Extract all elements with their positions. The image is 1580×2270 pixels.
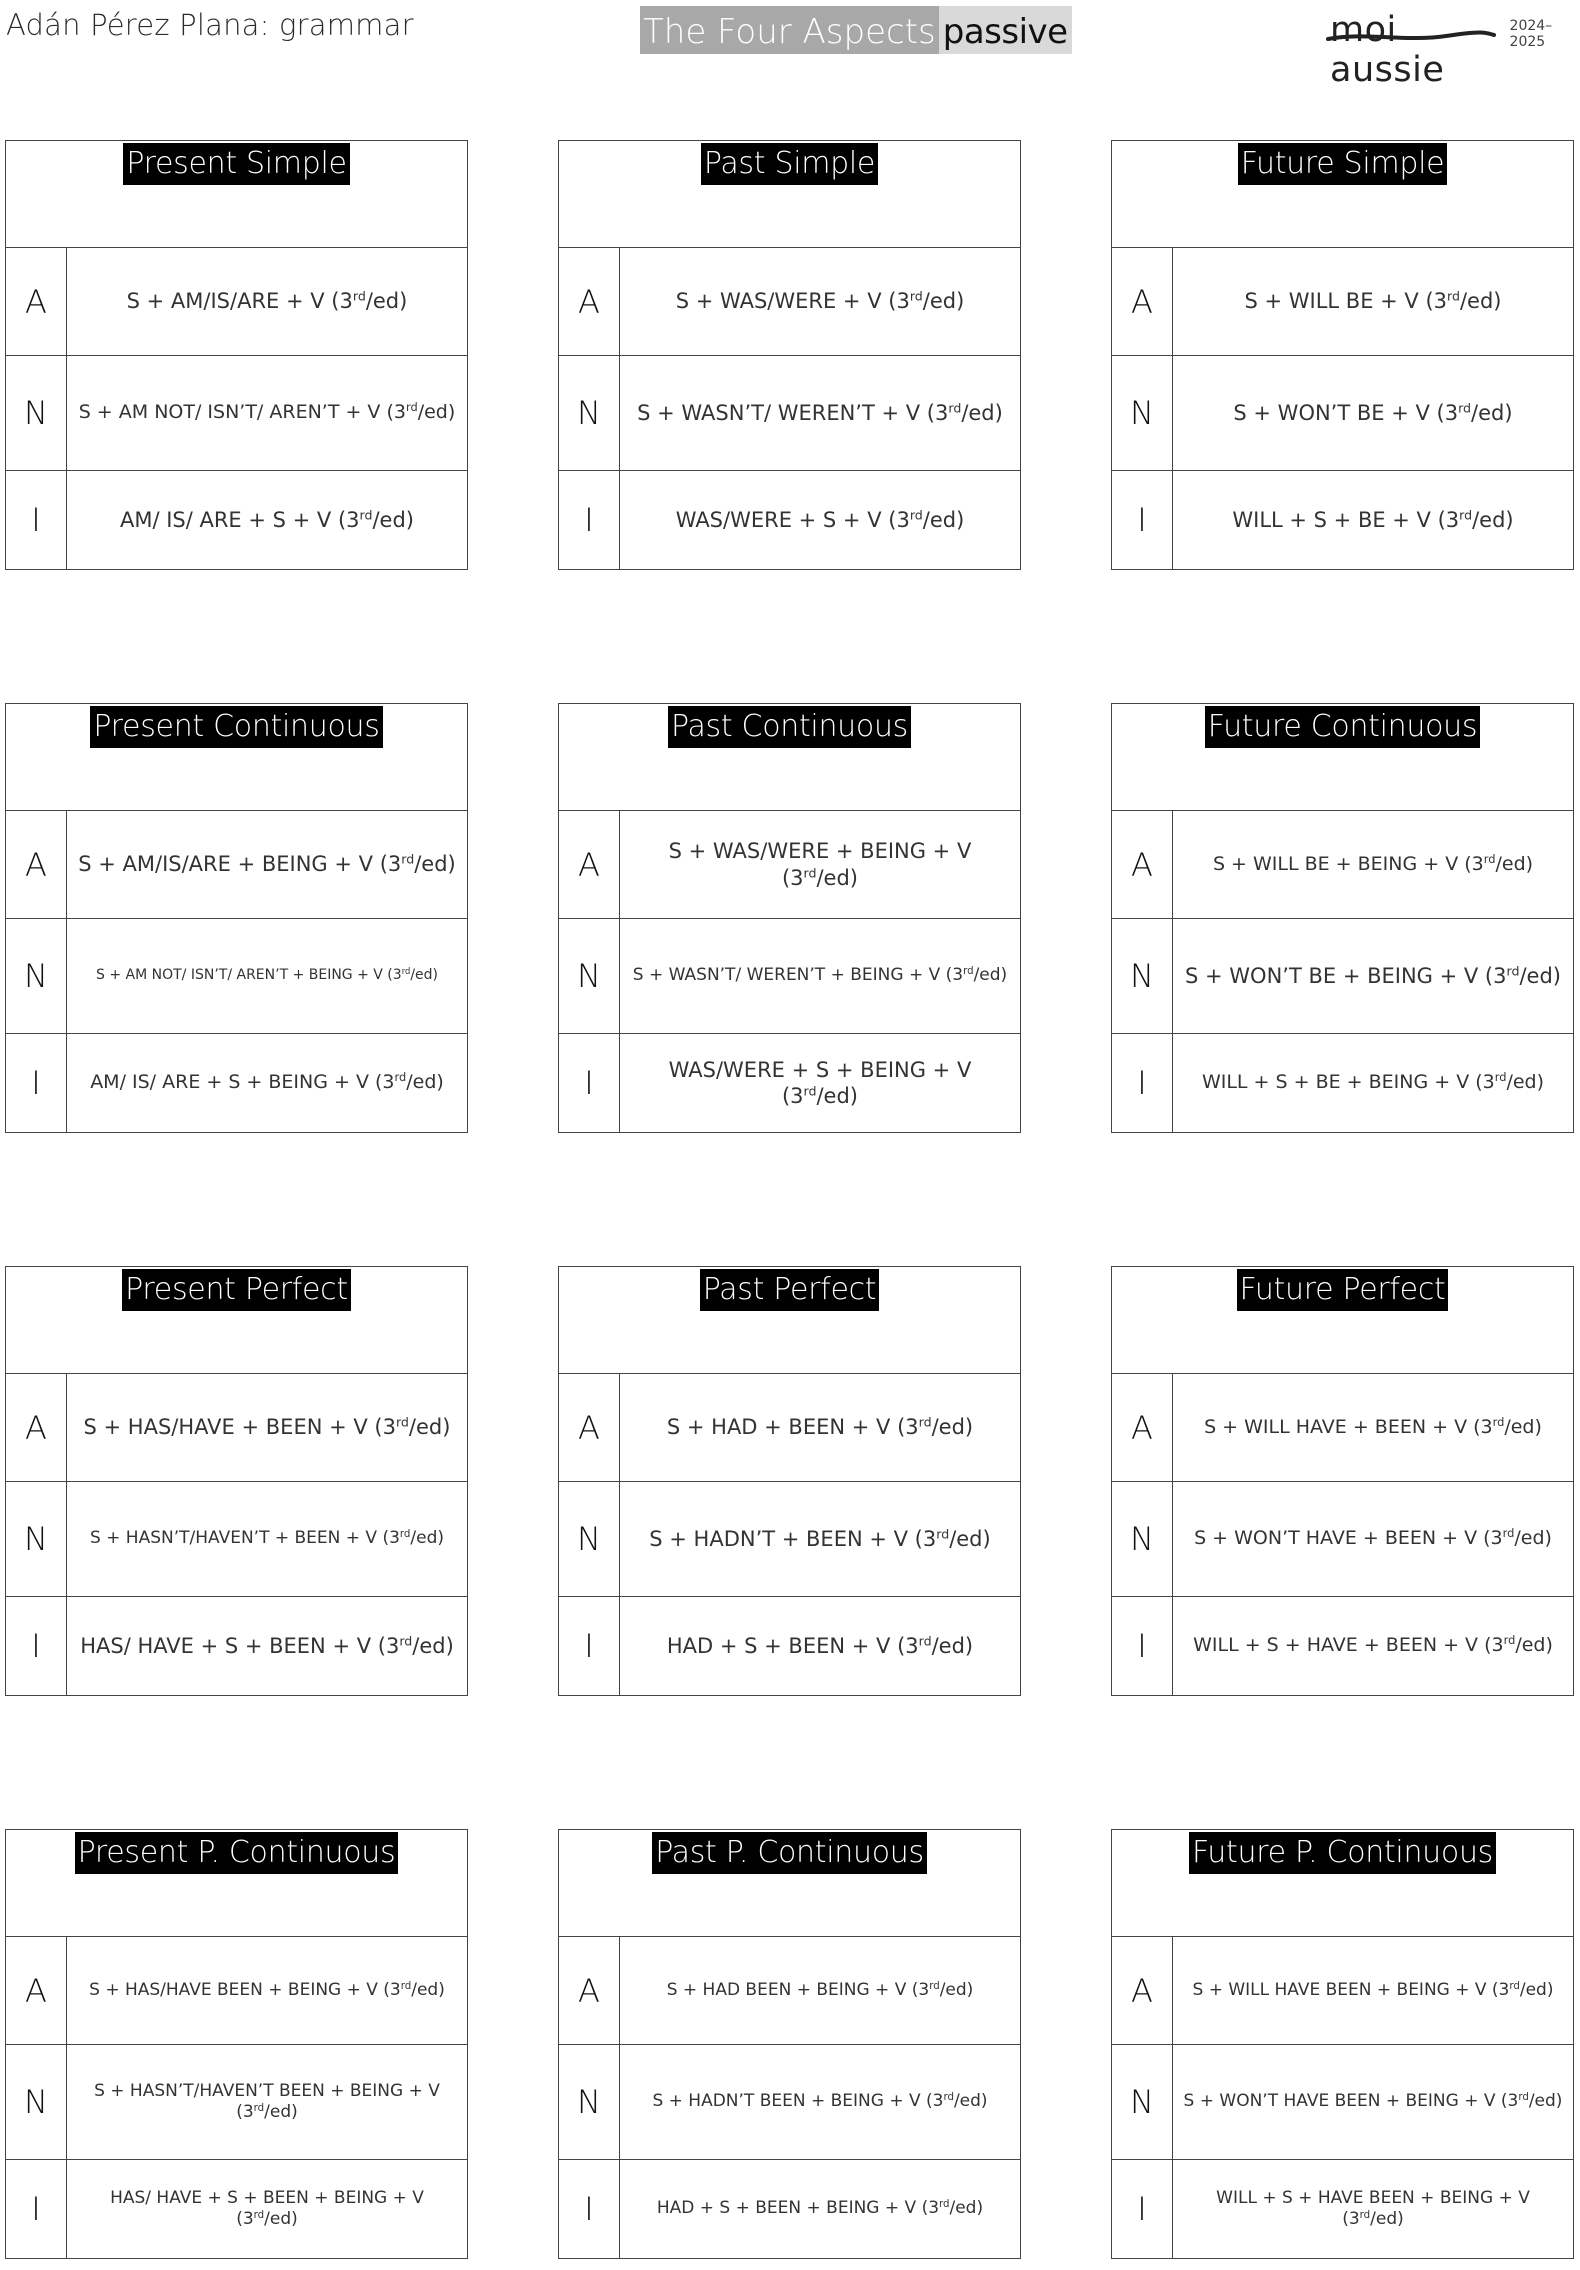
ordinal-superscript: rd: [909, 288, 923, 304]
formula-text: HAD + S + BEEN + BEING + V (3rd/ed): [656, 2198, 984, 2219]
ordinal-superscript: rd: [918, 1633, 932, 1649]
row-letter: N: [6, 356, 67, 470]
tense-title: Future Perfect: [1237, 1269, 1449, 1311]
formula-text: WILL + S + HAVE BEEN + BEING + V (3rd/ed): [1216, 2187, 1530, 2229]
ordinal-superscript: rd: [909, 507, 923, 523]
ordinal-superscript: rd: [395, 1414, 409, 1430]
tense-card-past-perfect: [558, 1266, 1021, 1696]
formula-row: [1112, 2160, 1573, 2258]
formula-text: S + WAS/WERE + BEING + V (3rd/ed): [668, 839, 972, 890]
formula-row: [1112, 919, 1573, 1034]
formula-row: [1112, 1034, 1573, 1132]
row-letter: A: [559, 248, 620, 355]
formula-text: WILL + S + BE + V (3rd/ed): [1232, 507, 1514, 532]
formula-text: S + HAD + BEEN + V (3rd/ed): [666, 1414, 974, 1440]
row-letter: N: [559, 2045, 620, 2159]
formula-text: S + WASN’T/ WEREN’T + BEING + V (3rd/ed): [632, 965, 1008, 986]
row-letter: N: [6, 2045, 67, 2159]
formula-row: [559, 471, 1020, 569]
formula-text: S + WAS/WERE + V (3rd/ed): [675, 288, 965, 314]
formula-row: [559, 1482, 1020, 1597]
formula-text: S + HASN’T/HAVEN’T BEEN + BEING + V (3rd/ed): [94, 2080, 440, 2122]
formula-row: [559, 248, 1020, 356]
row-letter: N: [1112, 2045, 1173, 2159]
tense-card-past-p-continuous: [558, 1829, 1021, 2259]
ordinal-superscript: rd: [359, 507, 373, 523]
row-letter: N: [6, 1482, 67, 1596]
row-letter: A: [1112, 1374, 1173, 1481]
academic-years: 2024–2025: [1509, 18, 1553, 50]
row-letter: A: [6, 1937, 67, 2044]
formula-text: HAD + S + BEEN + V (3rd/ed): [666, 1633, 974, 1658]
row-letter: A: [1112, 811, 1173, 918]
ordinal-superscript: rd: [803, 864, 817, 880]
formula-row: [1112, 471, 1573, 569]
formula-row: [6, 1034, 467, 1132]
card-header: [559, 1830, 1020, 1937]
formula-row: [6, 356, 467, 471]
ordinal-superscript: rd: [253, 2209, 265, 2221]
formula-text: S + WON’T HAVE BEEN + BEING + V (3rd/ed): [1183, 2091, 1563, 2112]
ordinal-superscript: rd: [948, 400, 962, 416]
formula-text: AM/ IS/ ARE + S + V (3rd/ed): [119, 507, 415, 532]
brand-logo: [1330, 10, 1580, 90]
ordinal-superscript: rd: [963, 966, 974, 978]
card-header: [6, 1267, 467, 1374]
ordinal-superscript: rd: [929, 1980, 940, 1992]
formula-row: [1112, 2045, 1573, 2160]
formula-row: [559, 919, 1020, 1034]
ordinal-superscript: rd: [939, 2199, 950, 2211]
row-letter: N: [6, 919, 67, 1033]
formula-row: [559, 811, 1020, 919]
row-letter: N: [559, 919, 620, 1033]
row-letter: I: [6, 2160, 67, 2258]
tense-title: Past P. Continuous: [652, 1832, 927, 1874]
row-letter: I: [559, 471, 620, 569]
tense-title: Past Simple: [701, 143, 878, 185]
formula-text: S + WILL HAVE + BEEN + V (3rd/ed): [1204, 1414, 1542, 1438]
formula-text: S + HADN’T BEEN + BEING + V (3rd/ed): [652, 2091, 988, 2112]
ordinal-superscript: rd: [401, 851, 415, 867]
formula-text: S + HASN’T/HAVEN’T + BEEN + V (3rd/ed): [89, 1528, 445, 1549]
formula-row: [1112, 1597, 1573, 1695]
ordinal-superscript: rd: [1492, 1414, 1505, 1429]
tense-card-future-p-continuous: [1111, 1829, 1574, 2259]
formula-row: [559, 1374, 1020, 1482]
formula-row: [1112, 248, 1573, 356]
formula-row: [6, 471, 467, 569]
tense-card-present-perfect: [5, 1266, 468, 1696]
card-header: [559, 141, 1020, 248]
brush-stroke-icon: [1326, 30, 1496, 44]
tense-title: Present Continuous: [90, 706, 382, 748]
card-header: [1112, 1267, 1573, 1374]
row-letter: N: [559, 1482, 620, 1596]
formula-row: [6, 2160, 467, 2258]
row-letter: I: [1112, 1597, 1173, 1695]
formula-text: WILL + S + BE + BEING + V (3rd/ed): [1201, 1070, 1545, 1094]
formula-row: [6, 811, 467, 919]
ordinal-superscript: rd: [1458, 400, 1472, 416]
ordinal-superscript: rd: [253, 2102, 265, 2114]
tense-card-past-continuous: [558, 703, 1021, 1133]
ordinal-superscript: rd: [1459, 507, 1473, 523]
row-letter: I: [1112, 2160, 1173, 2258]
formula-text: S + HAS/HAVE + BEEN + V (3rd/ed): [83, 1414, 451, 1440]
formula-text: WILL + S + HAVE + BEEN + V (3rd/ed): [1193, 1633, 1553, 1657]
card-header: [559, 704, 1020, 811]
ordinal-superscript: rd: [1447, 288, 1460, 304]
card-header: [1112, 704, 1573, 811]
formula-text: WAS/WERE + S + BEING + V (3rd/ed): [668, 1057, 972, 1108]
formula-row: [6, 919, 467, 1034]
ordinal-superscript: rd: [405, 400, 418, 415]
card-header: [6, 704, 467, 811]
ordinal-superscript: rd: [352, 288, 366, 304]
tense-title: Future Simple: [1238, 143, 1448, 185]
ordinal-superscript: rd: [936, 1526, 950, 1542]
formula-text: S + WILL BE + V (3rd/ed): [1244, 288, 1502, 314]
row-letter: N: [1112, 919, 1173, 1033]
card-header: [1112, 1830, 1573, 1937]
ordinal-superscript: rd: [1359, 2209, 1371, 2221]
ordinal-superscript: rd: [394, 1070, 407, 1085]
tense-title: Future Continuous: [1205, 706, 1480, 748]
formula-text: S + WASN’T/ WEREN’T + V (3rd/ed): [637, 400, 1003, 425]
ordinal-superscript: rd: [918, 1414, 932, 1430]
formula-text: S + WILL HAVE BEEN + BEING + V (3rd/ed): [1192, 1979, 1554, 2000]
formula-row: [6, 1937, 467, 2045]
formula-text: S + WON’T BE + V (3rd/ed): [1233, 400, 1513, 425]
row-letter: I: [559, 2160, 620, 2258]
title-voice: passive: [939, 6, 1072, 54]
row-letter: I: [559, 1034, 620, 1132]
ordinal-superscript: rd: [1502, 1526, 1515, 1541]
formula-text: S + WON’T HAVE + BEEN + V (3rd/ed): [1194, 1526, 1552, 1550]
row-letter: I: [6, 1597, 67, 1695]
ordinal-superscript: rd: [1518, 2092, 1529, 2104]
tense-title: Past Perfect: [700, 1269, 880, 1311]
formula-text: S + AM/IS/ARE + BEING + V (3rd/ed): [78, 851, 456, 877]
ordinal-superscript: rd: [1494, 1070, 1507, 1085]
document-title: [640, 6, 1072, 54]
formula-row: [1112, 1374, 1573, 1482]
formula-row: [559, 1597, 1020, 1695]
formula-row: [559, 356, 1020, 471]
card-header: [1112, 141, 1573, 248]
row-letter: N: [1112, 1482, 1173, 1596]
ordinal-superscript: rd: [399, 1633, 413, 1649]
tense-card-present-simple: [5, 140, 468, 570]
author-name: Adán Pérez Plana: grammar: [6, 8, 414, 42]
row-letter: A: [1112, 248, 1173, 355]
formula-text: HAS/ HAVE + S + BEEN + V (3rd/ed): [80, 1633, 454, 1658]
row-letter: I: [1112, 1034, 1173, 1132]
card-header: [559, 1267, 1020, 1374]
card-header: [6, 1830, 467, 1937]
formula-text: HAS/ HAVE + S + BEEN + BEING + V (3rd/ed): [110, 2187, 424, 2229]
brand-name: moi aussie: [1330, 10, 1504, 90]
ordinal-superscript: rd: [399, 1529, 411, 1541]
tense-card-past-simple: [558, 140, 1021, 570]
formula-row: [1112, 356, 1573, 471]
ordinal-superscript: rd: [803, 1083, 817, 1099]
ordinal-superscript: rd: [1509, 1980, 1520, 1992]
formula-row: [6, 1597, 467, 1695]
tense-card-present-p-continuous: [5, 1829, 468, 2259]
title-aspects: The Four Aspects: [640, 6, 939, 54]
card-header: [6, 141, 467, 248]
row-letter: A: [559, 1374, 620, 1481]
formula-text: S + WILL BE + BEING + V (3rd/ed): [1212, 851, 1534, 875]
tense-title: Present Simple: [123, 143, 349, 185]
formula-row: [559, 1937, 1020, 2045]
row-letter: A: [6, 1374, 67, 1481]
formula-text: S + AM NOT/ ISN’T/ AREN’T + V (3rd/ed): [78, 400, 456, 424]
formula-text: S + WON’T BE + BEING + V (3rd/ed): [1185, 963, 1561, 988]
row-letter: I: [6, 471, 67, 569]
formula-row: [559, 1034, 1020, 1132]
formula-row: [559, 2045, 1020, 2160]
ordinal-superscript: rd: [401, 966, 411, 977]
formula-row: [6, 248, 467, 356]
formula-text: S + HADN’T + BEEN + V (3rd/ed): [649, 1526, 991, 1551]
formula-row: [1112, 1937, 1573, 2045]
row-letter: N: [1112, 356, 1173, 470]
ordinal-superscript: rd: [943, 2092, 954, 2104]
ordinal-superscript: rd: [400, 1980, 412, 1992]
tense-title: Future P. Continuous: [1189, 1832, 1496, 1874]
formula-text: S + HAD BEEN + BEING + V (3rd/ed): [666, 1979, 974, 2000]
formula-text: S + AM NOT/ ISN’T/ AREN’T + BEING + V (3rd/ed): [96, 966, 438, 984]
row-letter: I: [6, 1034, 67, 1132]
row-letter: A: [1112, 1937, 1173, 2044]
ordinal-superscript: rd: [1503, 1633, 1516, 1648]
tense-card-future-perfect: [1111, 1266, 1574, 1696]
ordinal-superscript: rd: [1483, 851, 1496, 866]
row-letter: A: [6, 248, 67, 355]
tense-title: Past Continuous: [668, 706, 911, 748]
row-letter: A: [6, 811, 67, 918]
row-letter: A: [559, 1937, 620, 2044]
tense-card-future-simple: [1111, 140, 1574, 570]
tense-title: Present Perfect: [122, 1269, 351, 1311]
row-letter: A: [559, 811, 620, 918]
formula-row: [559, 2160, 1020, 2258]
ordinal-superscript: rd: [1506, 963, 1520, 979]
formula-text: WAS/WERE + S + V (3rd/ed): [675, 507, 965, 532]
formula-row: [1112, 811, 1573, 919]
row-letter: I: [559, 1597, 620, 1695]
formula-text: S + AM/IS/ARE + V (3rd/ed): [126, 288, 408, 314]
tense-title: Present P. Continuous: [75, 1832, 399, 1874]
tense-card-future-continuous: [1111, 703, 1574, 1133]
formula-text: AM/ IS/ ARE + S + BEING + V (3rd/ed): [90, 1070, 444, 1094]
formula-text: S + HAS/HAVE BEEN + BEING + V (3rd/ed): [89, 1979, 445, 2000]
tense-card-present-continuous: [5, 703, 468, 1133]
formula-row: [6, 2045, 467, 2160]
formula-row: [1112, 1482, 1573, 1597]
row-letter: I: [1112, 471, 1173, 569]
row-letter: N: [559, 356, 620, 470]
formula-row: [6, 1482, 467, 1597]
formula-row: [6, 1374, 467, 1482]
